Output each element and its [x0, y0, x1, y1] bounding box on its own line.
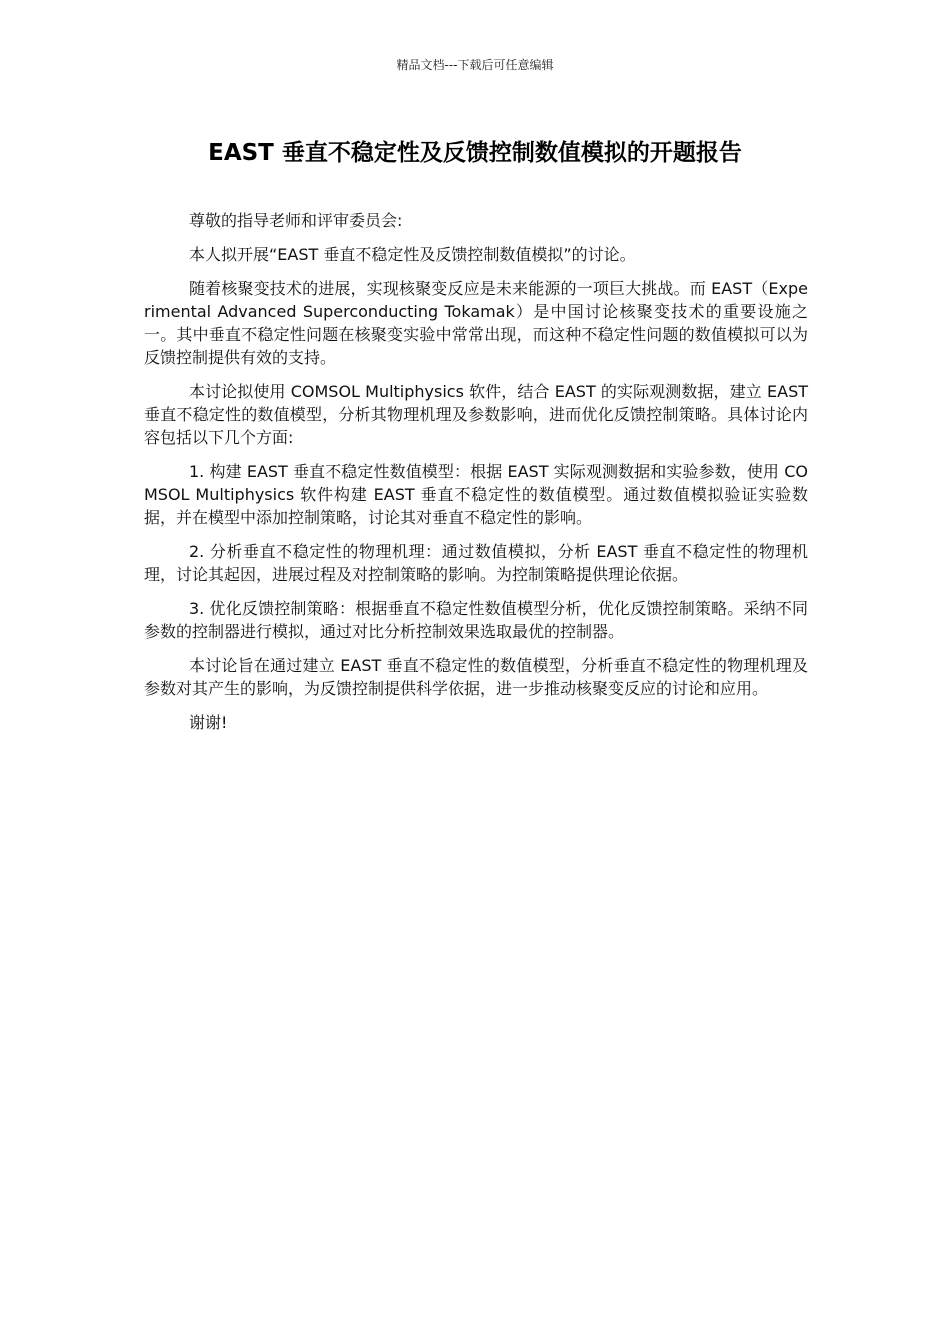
item-1-paragraph: 1. 构建 EAST 垂直不稳定性数值模型：根据 EAST 实际观测数据和实验参数，使用 COMSOL Multiphysics 软件构建 EAST 垂直不稳定性的数值模型。通过数值模拟验证实验数据，并在模型中添加控制策略，讨论其对垂直不稳定性的影响。: [144, 462, 808, 527]
document-title: EAST 垂直不稳定性及反馈控制数值模拟的开题报告: [208, 140, 742, 166]
intro-paragraph: 本人拟开展“EAST 垂直不稳定性及反馈控制数值模拟”的讨论。: [189, 245, 636, 264]
salutation-paragraph: 尊敬的指导老师和评审委员会:: [189, 211, 403, 230]
summary-paragraph: 本讨论旨在通过建立 EAST 垂直不稳定性的数值模型，分析垂直不稳定性的物理机理及参数对其产生的影响，为反馈控制提供科学依据，进一步推动核聚变反应的讨论和应用。: [144, 656, 808, 698]
document-body: [144, 209, 808, 745]
item-3-paragraph: 3. 优化反馈控制策略：根据垂直不稳定性数值模型分析，优化反馈控制策略。采纳不同参数的控制器进行模拟，通过对比分析控制效果选取最优的控制器。: [144, 599, 808, 641]
closing-paragraph: 谢谢!: [189, 713, 228, 732]
background-paragraph: 随着核聚变技术的进展，实现核聚变反应是未来能源的一项巨大挑战。而 EAST（Experimental Advanced Superconducting Tokamak）是中国讨论核聚变技术的重要设施之一。其中垂直不稳定性问题在核聚变实验中常常出现，而这种不稳定性问题的数值模拟可以为反馈控制提供有效的支持。: [144, 279, 808, 367]
method-paragraph: 本讨论拟使用 COMSOL Multiphysics 软件，结合 EAST 的实际观测数据，建立 EAST 垂直不稳定性的数值模型，分析其物理机理及参数影响，进而优化反馈控制策略。具体讨论内容包括以下几个方面:: [144, 382, 808, 447]
page-header: 精品文档---下载后可任意编辑: [396, 58, 554, 72]
item-2-paragraph: 2. 分析垂直不稳定性的物理机理：通过数值模拟，分析 EAST 垂直不稳定性的物理机理，讨论其起因，进展过程及对控制策略的影响。为控制策略提供理论依据。: [144, 542, 808, 584]
